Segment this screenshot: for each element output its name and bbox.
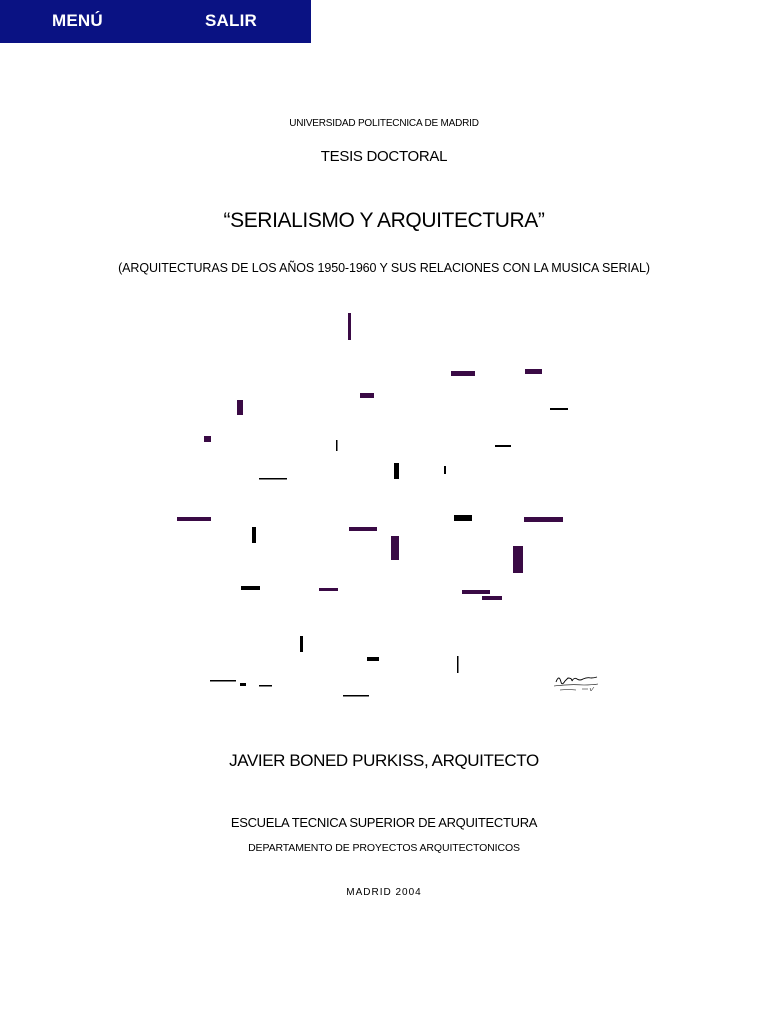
art-line — [454, 515, 472, 521]
art-mark — [360, 393, 374, 398]
art-line — [240, 683, 246, 686]
art-line — [444, 466, 446, 474]
art-line — [210, 680, 236, 682]
art-line — [241, 586, 260, 590]
art-line — [367, 657, 379, 661]
art-line — [336, 440, 338, 451]
art-mark — [462, 590, 490, 594]
art-line — [394, 463, 399, 479]
art-mark — [319, 588, 338, 591]
university-name: UNIVERSIDAD POLITECNICA DE MADRID — [289, 118, 479, 129]
art-mark — [349, 527, 377, 531]
thesis-subtitle: (ARQUITECTURAS DE LOS AÑOS 1950-1960 Y SUS RELACIONES CON LA MUSICA SERIAL) — [118, 261, 650, 275]
art-line — [252, 527, 256, 543]
art-line — [259, 478, 287, 480]
art-line — [495, 445, 511, 447]
art-mark — [524, 517, 563, 522]
art-line — [550, 408, 568, 410]
art-line — [259, 685, 272, 687]
art-mark — [482, 596, 502, 600]
menu-button[interactable]: MENÚ — [52, 11, 103, 30]
art-mark — [237, 400, 243, 415]
artist-signature — [552, 670, 602, 694]
art-line — [343, 695, 369, 697]
author-name: JAVIER BONED PURKISS, ARQUITECTO — [229, 751, 539, 770]
art-mark — [177, 517, 211, 521]
department-name: DEPARTAMENTO DE PROYECTOS ARQUITECTONICOS — [248, 842, 520, 854]
exit-button[interactable]: SALIR — [205, 11, 257, 30]
artwork-marks — [177, 313, 563, 600]
art-line — [457, 656, 459, 673]
school-name: ESCUELA TECNICA SUPERIOR DE ARQUITECTURA — [230, 815, 538, 830]
art-line — [300, 636, 303, 652]
art-mark — [204, 436, 211, 442]
art-mark — [348, 313, 351, 340]
thesis-title: “SERIALISMO Y ARQUITECTURA” — [223, 209, 545, 232]
publication-date: MADRID 2004 — [346, 887, 422, 898]
art-mark — [513, 546, 523, 573]
document-type: TESIS DOCTORAL — [320, 148, 448, 165]
art-mark — [451, 371, 475, 376]
art-mark — [391, 536, 399, 560]
art-mark — [525, 369, 542, 374]
